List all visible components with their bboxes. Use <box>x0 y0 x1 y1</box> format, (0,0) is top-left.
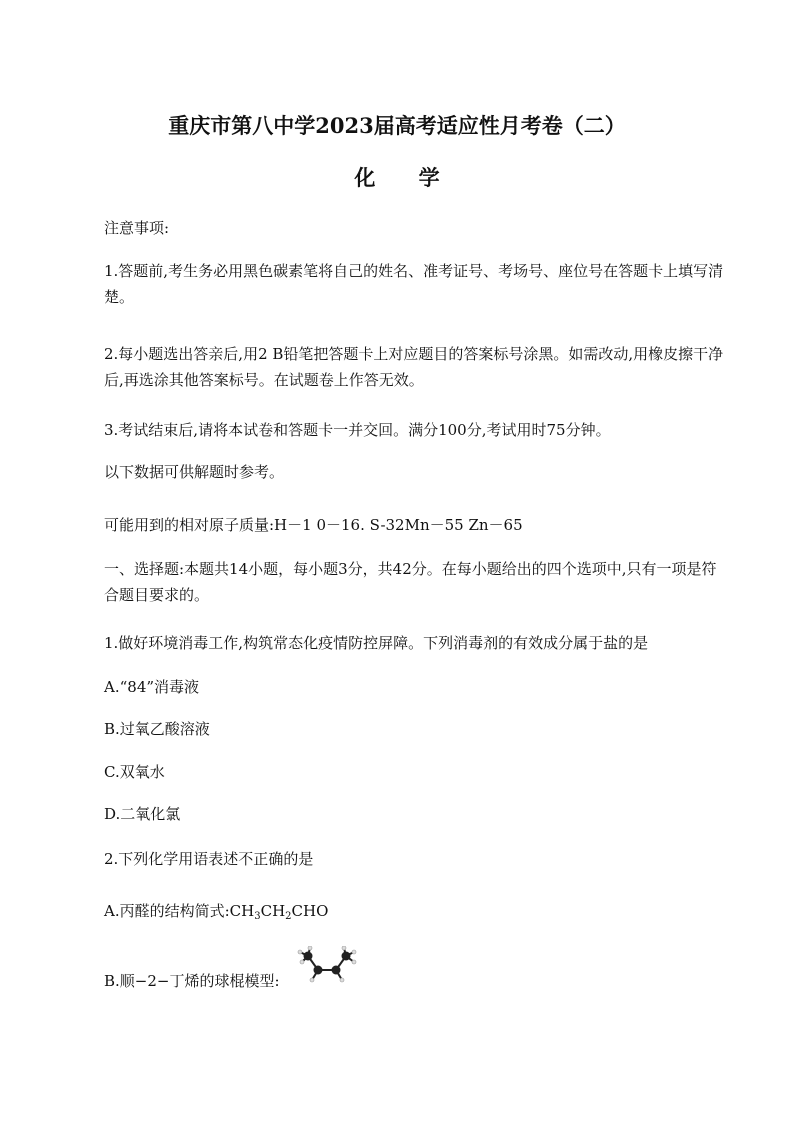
option-a-prefix: A.丙醛的结构简式: <box>104 902 230 920</box>
section-1-intro: 一、选择题:本题共14小题，每小题3分，共42分。在每小题给出的四个选项中,只有一项是符合题目要求的。 <box>104 560 717 604</box>
question-2-option-a <box>104 901 724 927</box>
formula-subscript: 2 <box>285 911 292 922</box>
question-2-option-b: B.顺−2−丁烯的球棍模型: <box>104 972 280 990</box>
notice-item-2: 2.每小题选出答亲后,用2 B铅笔把答题卡上对应题目的答案标号涂黑。如需改动,用橡皮擦干净后,再选涂其他答案标号。在试题卷上作答无效。 <box>104 345 724 389</box>
data-reference-note: 以下数据可供解题时参考。 <box>104 463 285 481</box>
ball-and-stick-model-icon <box>296 946 360 986</box>
notice-heading: 注意事项: <box>104 219 170 237</box>
formula-part: CH <box>229 902 255 920</box>
notice-item-1: 1.答题前,考生务必用黑色碳素笔将自己的姓名、准考证号、考场号、座位号在答题卡上填写清楚。 <box>104 262 724 306</box>
atomic-mass-line: 可能用到的相对原子质量:H－1 0－16. S-32Mn－55 Zn－65 <box>104 516 523 534</box>
question-1-option-c: C.双氧水 <box>104 763 165 781</box>
question-1-stem: 1.做好环境消毒工作,构筑常态化疫情防控屏障。下列消毒剂的有效成分属于盐的是 <box>104 634 649 652</box>
question-1-option-b: B.过氧乙酸溶液 <box>104 720 210 738</box>
question-1-option-d: D.二氧化氯 <box>104 805 181 823</box>
formula-part: CH <box>260 902 286 920</box>
formula-subscript: 3 <box>254 911 261 922</box>
question-1-option-a: A.“84”消毒液 <box>104 678 200 696</box>
question-2-stem: 2.下列化学用语表述不正确的是 <box>104 850 314 868</box>
exam-title: 重庆市第八中学2023届高考适应性月考卷（二） <box>168 113 626 138</box>
subject-title: 化 学 <box>354 165 458 190</box>
formula-part: CHO <box>291 902 329 920</box>
notice-item-3: 3.考试结束后,请将本试卷和答题卡一并交回。满分100分,考试用时75分钟。 <box>104 421 611 439</box>
